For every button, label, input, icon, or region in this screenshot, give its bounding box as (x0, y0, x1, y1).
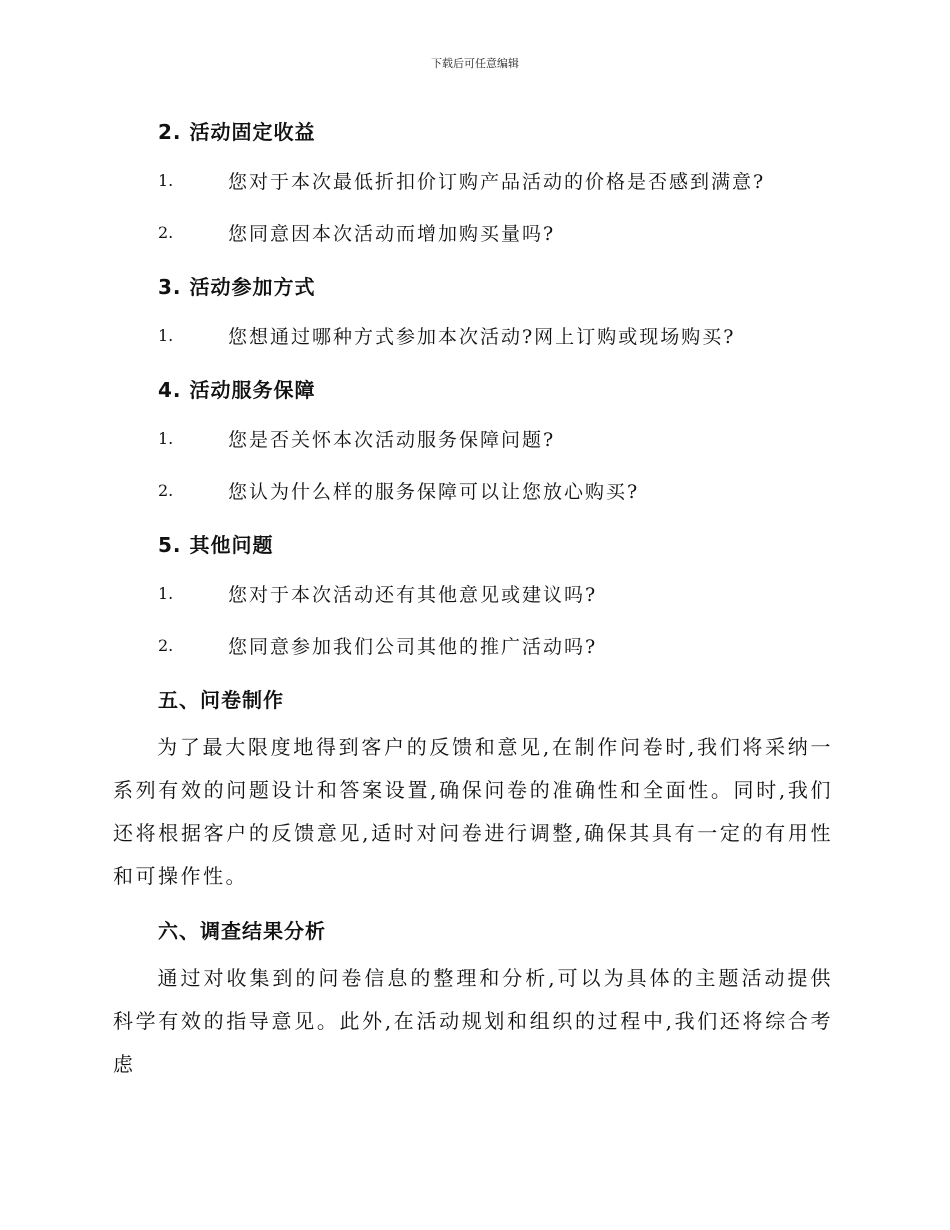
header-note: 下载后可任意编辑 (431, 57, 519, 70)
paragraph-text: 通过对收集到的问卷信息的整理和分析,可以为具体的主题活动提供科学有效的指导意见。此外,在活动规划和组织的过程中,我们还将综合考虑 (113, 966, 833, 1076)
section-heading-2: 2. 活动固定收益 (158, 120, 316, 144)
section-heading-five: 五、问卷制作 (158, 688, 284, 712)
section-heading-3: 3. 活动参加方式 (158, 275, 316, 299)
paragraph-text: 为了最大限度地得到客户的反馈和意见,在制作问卷时,我们将采纳一系列有效的问题设计和答案设置,确保问卷的准确性和全面性。同时,我们还将根据客户的反馈意见,适时对问卷进行调整,确保其具有一定的有用性和可操作性。 (113, 735, 833, 888)
section-heading-5: 5. 其他问题 (158, 533, 274, 557)
item-text: 您同意因本次活动而增加购买量吗? (228, 223, 556, 245)
item-text: 您对于本次活动还有其他意见或建议吗? (228, 584, 598, 606)
item-text: 您认为什么样的服务保障可以让您放心购买? (228, 481, 640, 503)
item-number: 2. (158, 223, 174, 242)
item-number: 2. (158, 481, 174, 500)
item-number: 1. (158, 326, 174, 345)
section-heading-4: 4. 活动服务保障 (158, 378, 316, 402)
section-heading-six: 六、调查结果分析 (158, 919, 326, 943)
item-number: 2. (158, 636, 174, 655)
item-text: 您对于本次最低折扣价订购产品活动的价格是否感到满意? (228, 171, 766, 193)
item-text: 您同意参加我们公司其他的推广活动吗? (228, 636, 598, 658)
item-text: 您是否关怀本次活动服务保障问题? (228, 429, 556, 451)
item-number: 1. (158, 584, 174, 603)
body-paragraph (113, 726, 833, 898)
item-number: 1. (158, 429, 174, 448)
item-text: 您想通过哪种方式参加本次活动?网上订购或现场购买? (228, 326, 736, 348)
body-paragraph (113, 957, 833, 1086)
item-number: 1. (158, 171, 174, 190)
